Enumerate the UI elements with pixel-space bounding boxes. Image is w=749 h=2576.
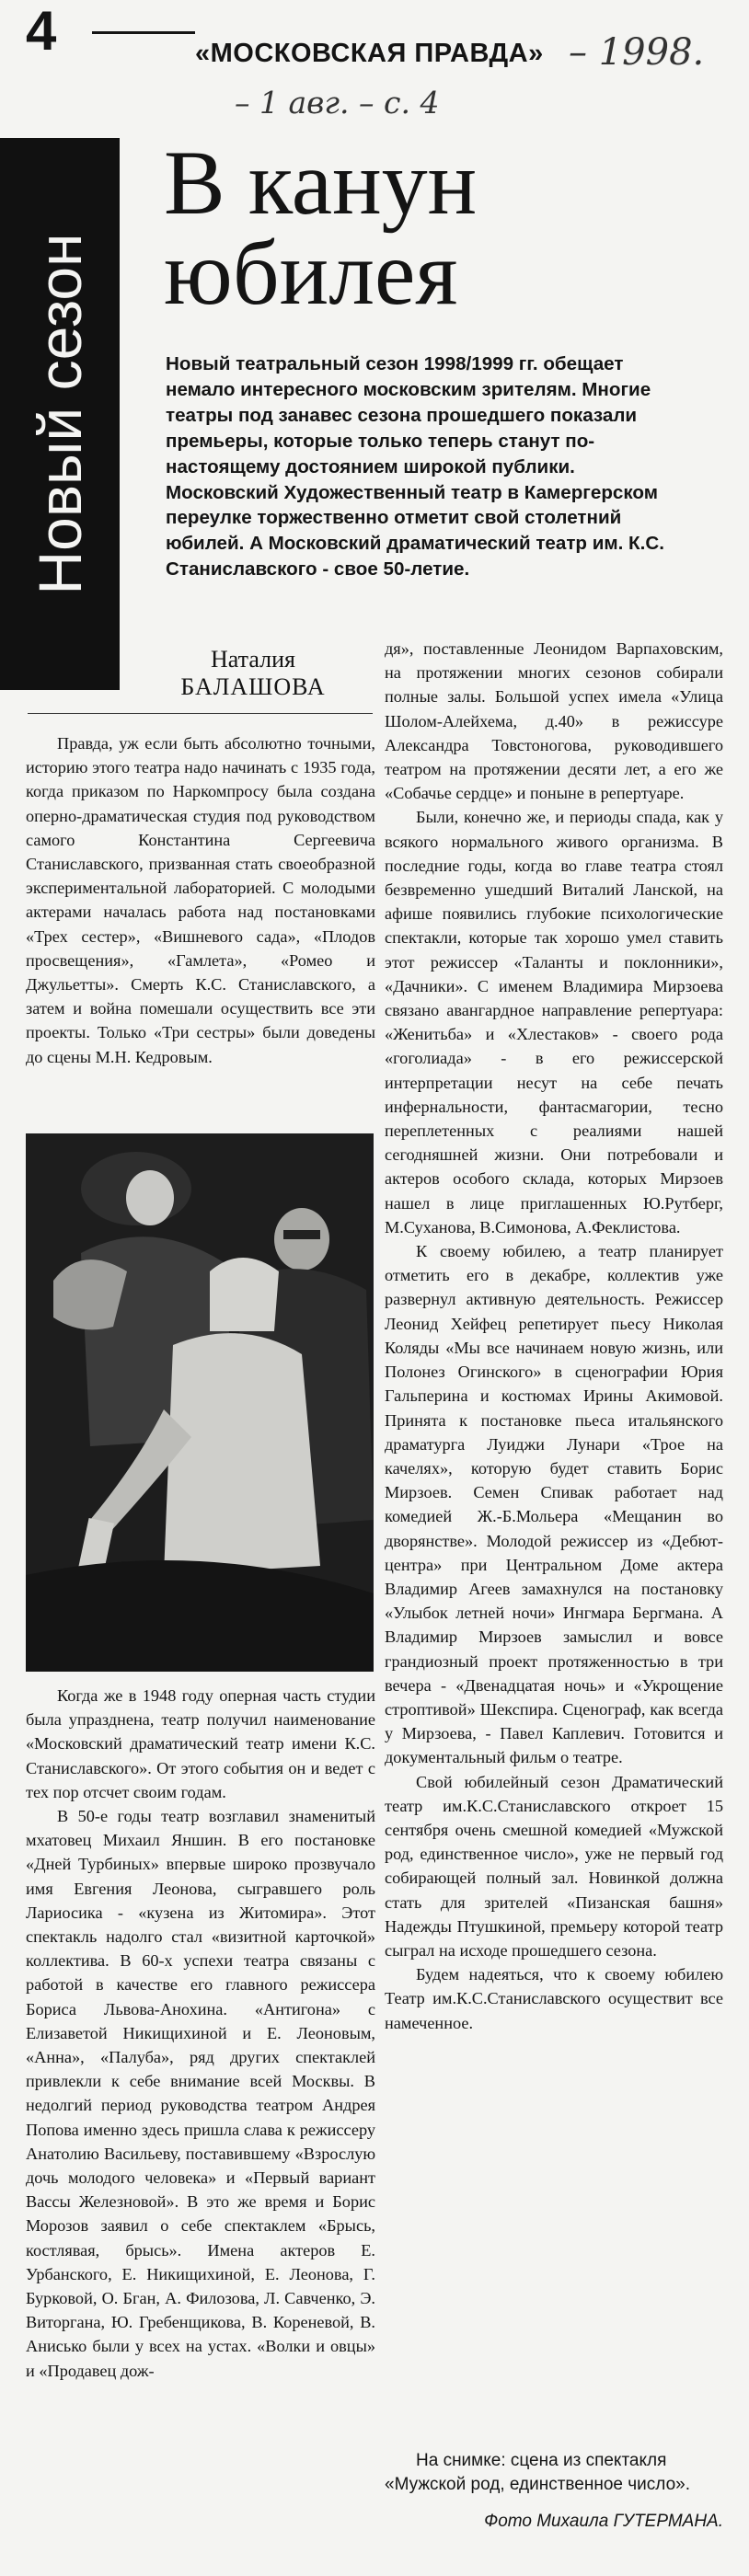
paragraph: Свой юбилейный сезон Драматический театр им.К.С.Станиславского откроет 15 сентября очень смешной комедией «Мужской род, единственное число», уже не первый год собирающей полный зал. Новинкой должна стать для зрителей «Пизанская башня» Надежды Птушкиной, премьеру которой театр сыграл на исходе прошедшего сезона. bbox=[385, 1772, 723, 1960]
author-last-name: БАЛАШОВА bbox=[180, 673, 326, 700]
photo-credit: Фото Михаила ГУТЕРМАНА. bbox=[484, 2512, 723, 2531]
handwritten-reference: – 1 авг. – с. 4 bbox=[235, 85, 440, 121]
paragraph: К своему юбилею, а театр планирует отметить его в декабре, коллектив уже развернул активную деятельность. Режиссер Леонид Хейфец репетирует пьесу Николая Коляды «Мы все начинаем новую жизнь, или Полонез Огинского» в сценографии Юрия Гальперина и костюмах Ирины Акимовой. Принята к постановке пьеса итальянского драматурга Луиджи Лунари «Трое на качелях», которую будет ставить Борис Мирзоев. Семен Спивак работает над комедией Ж.-Б.Мольера «Мещанин во дворянстве». Молодой режиссер из «Дебют-центра» при Центральном Доме актера Владимир Агеев замахнулся на постановку «Улыбок летней ночи» Ингмара Бергмана. А Владимир Мирзоев замыслил и вовсе грандиозный проект протяженностью в три вечера - «Двенадцатая ночь» и «Укрощение строптивой» Шекспира. Сценограф, как всегда у Мирзоева, - Павел Каплевич. Готовится и документальный фильм о театре. bbox=[385, 1242, 723, 1767]
photo-caption: На снимке: сцена из спектакля «Мужской род, единственное число». bbox=[385, 2451, 690, 2494]
handwritten-year: – 1998. bbox=[569, 31, 705, 74]
page-number: 4 bbox=[26, 0, 57, 62]
headline-line-1: В канун bbox=[164, 132, 478, 234]
rubric-banner bbox=[0, 138, 120, 690]
paragraph: Когда же в 1948 году оперная часть студии была упразднена, театр получил наименование «Московский драматический театр имени К.С. Станиславского». От этого события он и ведет с тех пор отсчет своим годам. bbox=[26, 1686, 375, 1801]
paragraph: Были, конечно же, и периоды спада, как у всякого нормального живого организма. В последние годы, когда во главе театра стоял безвременно ушедший Виталий Ланской, на афише появились глубокие психологические спектакли, которые так хорошо умел ставить этот режиссер «Таланты и поклонники», «Дачники». С именем Владимира Мирзоева связано авангардное направление репертуара: «Женитьба» и «Хлестаков» - своего рода «гоголиада» - в его режиссерской интерпретации несут на себе печать инфернальности, фантасмагории, тесно переплетенных с реалиями нашей сегодняшней жизни. Они потребовали и актеров особого склада, которых Мирзоев нашел в лице приглашенных Ю.Рутберг, М.Суханова, В.Симонова, А.Феклистова. bbox=[385, 808, 723, 1236]
lead-paragraph bbox=[166, 351, 681, 582]
stage-scene-illustration bbox=[26, 1133, 374, 1672]
lead-text: Новый театральный сезон 1998/1999 гг. обещает немало интересного московским зрителям. Многие театры под занавес сезона прошедшего показали премьеры, которые только теперь станут по-настоящему достоянием широкой публики. Московский Художественный театр в Камергерском переулке торжественно отметит свой столетний юбилей. А Московский драматический театр им. К.С. Станиславского - свое 50-летие. bbox=[166, 353, 664, 581]
stage-photo bbox=[26, 1133, 374, 1672]
headline bbox=[164, 132, 478, 324]
rubric-label: Новый сезон bbox=[26, 233, 94, 595]
byline-rule bbox=[28, 713, 373, 714]
paragraph: В 50-е годы театр возглавил знаменитый мхатовец Михаил Яншин. В его постановке «Дней Турбиных» впервые широко прозвучало имя Евгения Леонова, сыгравшего роль Лариосика - «кузена из Житомира». Этот спектакль надолго стал «визитной карточкой» коллектива. В 60-х успехи театра связаны с работой в качестве его главного режиссера Бориса Львова-Анохина. «Антигона» с Елизаветой Никищихиной и Е. Леоновым, «Анна», «Палуба», ряд других спектаклей привлекли к себе внимание всей Москвы. В недолгий период руководства театром Андрея Попова именно здесь пришла слава к режиссеру Анатолию Васильеву, поставившему «Взрослую дочь молодого человека» и «Первый вариант Вассы Железновой». В это же время и Борис Морозов заявил о себе спектаклем «Брысь, костлявая, брысь». Имена актеров Е. Урбанского, Е. Никищихиной, Е. Леонова, Г. Бурковой, О. Бган, А. Филозова, Л. Савченко, Э. Виторгана, Ю. Гребенщикова, В. Кореневой, В. Анисько были у всех на устах. «Волки и овцы» и «Продавец дож- bbox=[26, 1807, 375, 2380]
article-column-1-top bbox=[26, 731, 375, 1069]
paragraph: дя», поставленные Леонидом Варпаховским, на протяжении многих сезонов собирали полные залы. Большой успех имела «Улица Шолом-Алейхема, д.40» в режиссуре Александра Товстоногова, руководившего театром на протяжении десяти лет, а его же «Собачье сердце» и поныне в репертуаре. bbox=[385, 639, 723, 803]
headline-line-2: юбилея bbox=[164, 222, 458, 324]
article-column-1-bottom bbox=[26, 1684, 375, 2383]
article-column-2 bbox=[385, 637, 723, 2035]
author-first-name: Наталия bbox=[211, 646, 295, 673]
paragraph: Правда, уж если быть абсолютно точными, историю этого театра надо начинать с 1935 года, когда приказом по Наркомпросу была создана оперно-драматическая студия под руководством самого Константина Сергеевича Станиславского, призванная стать своеобразной экспериментальной лабораторией. С молодыми актерами началась работа над постановками «Трех сестер», «Вишневого сада», «Плодов просвещения», «Гамлета», «Ромео и Джульетты». Смерть К.С. Станиславского, а затем и война помешали осуществить все эти проекты. Только «Три сестры» были доведены до сцены М.Н. Кедровым. bbox=[26, 734, 375, 1066]
paragraph: Будем надеяться, что к своему юбилею Театр им.К.С.Станиславского осуществит все намеченное. bbox=[385, 1965, 723, 2032]
header-rule bbox=[92, 31, 195, 34]
byline bbox=[179, 646, 327, 701]
newspaper-name: «МОСКОВСКАЯ ПРАВДА» bbox=[195, 39, 544, 68]
